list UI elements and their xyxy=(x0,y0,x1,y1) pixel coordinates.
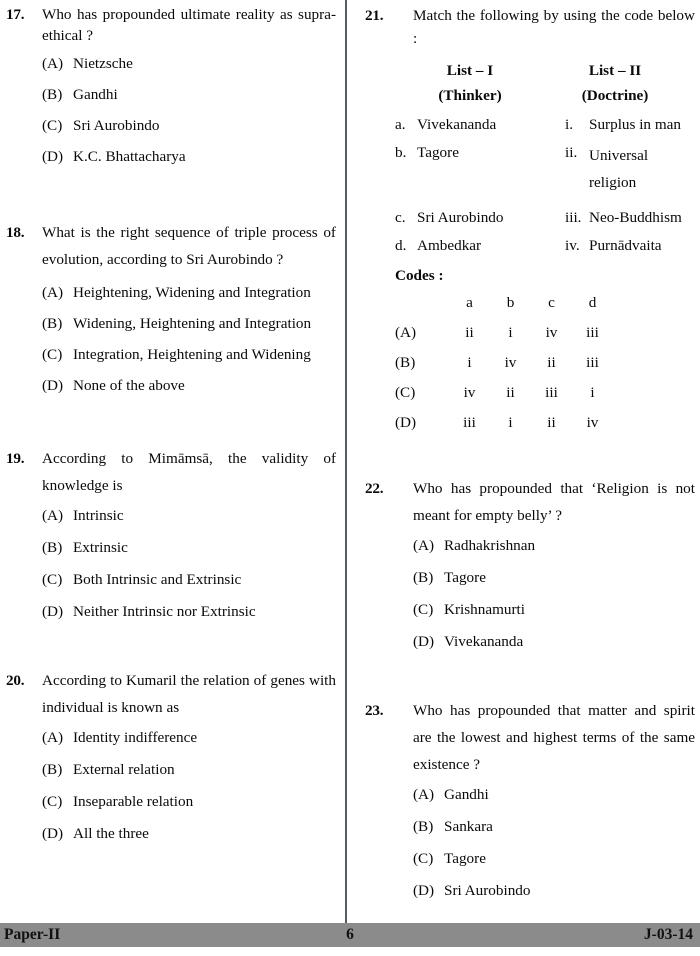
page-footer xyxy=(0,923,700,947)
match-list-subtitles xyxy=(395,84,695,107)
list1-title: List – I xyxy=(446,62,494,79)
codes-value-d: iii xyxy=(586,324,599,341)
option-c[interactable] xyxy=(413,848,695,869)
footer-paper-code: J-03-14 xyxy=(643,926,693,943)
codes-value-c: iv xyxy=(545,324,558,341)
match-thinker: Vivekananda xyxy=(417,116,497,133)
codes-option-label: (C) xyxy=(395,384,416,401)
option-text: Integration, Heightening and Widening xyxy=(73,346,311,363)
option-text: Tagore xyxy=(444,850,486,867)
option-a[interactable] xyxy=(42,53,336,74)
question-22 xyxy=(365,475,695,652)
option-text: Intrinsic xyxy=(73,507,124,524)
match-key: c. xyxy=(395,209,406,226)
codes-value-d: iii xyxy=(586,354,599,371)
option-text: Sri Aurobindo xyxy=(73,117,160,134)
option-text: Tagore xyxy=(444,569,486,586)
option-text: Gandhi xyxy=(444,786,489,803)
option-text: Heightening, Widening and Integration xyxy=(73,284,311,301)
codes-header-blank xyxy=(395,292,449,313)
option-d[interactable] xyxy=(42,372,336,399)
question-stem: Who has propounded ultimate reality as supra-ethical ? xyxy=(42,6,336,44)
option-text: K.C. Bhattacharya xyxy=(73,148,186,165)
codes-value-c: ii xyxy=(547,354,556,371)
option-label: (D) xyxy=(42,148,64,165)
match-thinker: Sri Aurobindo xyxy=(417,209,504,226)
option-a[interactable] xyxy=(42,279,336,306)
option-label: (C) xyxy=(42,117,63,134)
codes-value-b: iv xyxy=(504,354,517,371)
option-a[interactable] xyxy=(42,727,336,748)
codes-value-a: iii xyxy=(463,414,476,431)
option-label: (A) xyxy=(42,55,64,72)
codes-option-label: (B) xyxy=(395,354,416,371)
option-b[interactable] xyxy=(42,537,336,558)
match-doctrine: Neo-Buddhism xyxy=(589,209,682,226)
question-21 xyxy=(365,4,695,433)
question-number: 18. xyxy=(6,224,25,241)
right-column xyxy=(365,0,695,901)
question-stem: Match the following by using the code below : xyxy=(413,7,695,47)
codes-header-row xyxy=(395,292,695,313)
option-a[interactable] xyxy=(42,505,336,526)
codes-option-b[interactable] xyxy=(395,352,695,373)
option-list xyxy=(42,505,336,622)
option-b[interactable] xyxy=(413,567,695,588)
option-list xyxy=(42,279,336,399)
match-key: d. xyxy=(395,237,407,254)
question-number: 20. xyxy=(6,672,25,689)
match-thinker: Ambedkar xyxy=(417,237,482,254)
option-d[interactable] xyxy=(42,146,336,167)
codes-value-b: i xyxy=(508,324,513,341)
option-text: Vivekananda xyxy=(444,633,524,650)
question-number: 22. xyxy=(365,480,384,497)
list2-title: List – II xyxy=(588,62,642,79)
option-text: Radhakrishnan xyxy=(444,537,536,554)
question-number: 23. xyxy=(365,702,384,719)
option-b[interactable] xyxy=(42,310,336,337)
codes-value-a: iv xyxy=(463,384,476,401)
option-text: Extrinsic xyxy=(73,539,128,556)
match-row xyxy=(395,235,695,256)
codes-table xyxy=(395,292,695,433)
option-label: (A) xyxy=(42,284,64,301)
codes-option-c[interactable] xyxy=(395,382,695,403)
match-doctrine: Surplus in man xyxy=(589,116,681,133)
option-text: Nietzsche xyxy=(73,55,133,72)
question-20 xyxy=(6,667,336,844)
option-label: (D) xyxy=(42,377,64,394)
match-rows xyxy=(395,114,695,256)
footer-page-number: 6 xyxy=(346,926,354,943)
match-key: b. xyxy=(395,144,407,161)
codes-option-label: (A) xyxy=(395,324,417,341)
option-c[interactable] xyxy=(42,569,336,590)
match-thinker: Tagore xyxy=(417,144,459,161)
option-text: Sri Aurobindo xyxy=(444,882,531,899)
codes-option-a[interactable] xyxy=(395,322,695,343)
list1-subtitle: (Thinker) xyxy=(438,87,502,104)
option-text: Krishnamurti xyxy=(444,601,525,618)
option-label: (B) xyxy=(42,86,63,103)
option-label: (B) xyxy=(42,315,63,332)
option-label: (C) xyxy=(42,346,63,363)
match-doctrine: Purnādvaita xyxy=(589,237,662,254)
codes-value-d: i xyxy=(590,384,595,401)
question-stem: What is the right sequence of triple process of evolution, according to Sri Aurobindo ? xyxy=(42,224,336,268)
option-label: (B) xyxy=(413,569,434,586)
option-text: Both Intrinsic and Extrinsic xyxy=(73,571,242,588)
option-label: (A) xyxy=(413,537,435,554)
codes-value-c: ii xyxy=(547,414,556,431)
option-text: None of the above xyxy=(73,377,185,394)
codes-header-b: b xyxy=(506,294,515,311)
match-row xyxy=(395,207,695,228)
option-label: (D) xyxy=(42,603,64,620)
option-text: Inseparable relation xyxy=(73,793,194,810)
match-doctrine: Universal religion xyxy=(589,147,649,191)
option-label: (C) xyxy=(42,793,63,810)
option-label: (A) xyxy=(42,729,64,746)
option-label: (B) xyxy=(42,539,63,556)
question-number: 17. xyxy=(6,6,25,23)
match-roman: i. xyxy=(565,116,574,133)
match-key: a. xyxy=(395,116,406,133)
question-23 xyxy=(365,697,695,901)
question-stem: Who has propounded that ‘Religion is not meant for empty belly’ ? xyxy=(413,480,695,524)
option-c[interactable] xyxy=(42,115,336,136)
match-roman: iv. xyxy=(565,237,580,254)
option-c[interactable] xyxy=(413,599,695,620)
question-18 xyxy=(6,219,336,399)
option-label: (C) xyxy=(413,601,434,618)
question-number: 19. xyxy=(6,450,25,467)
option-d[interactable] xyxy=(413,631,695,652)
option-label: (B) xyxy=(42,761,63,778)
match-list-headers xyxy=(395,59,695,82)
option-c[interactable] xyxy=(42,341,336,368)
option-text: Identity indifference xyxy=(73,729,198,746)
option-a[interactable] xyxy=(413,535,695,556)
match-roman: ii. xyxy=(565,144,578,161)
option-list xyxy=(413,535,695,652)
codes-option-label: (D) xyxy=(395,414,417,431)
codes-header-c: c xyxy=(548,294,555,311)
option-label: (C) xyxy=(413,850,434,867)
codes-value-a: i xyxy=(467,354,472,371)
match-row xyxy=(395,142,695,196)
option-b[interactable] xyxy=(42,759,336,780)
option-label: (B) xyxy=(413,818,434,835)
option-text: Neither Intrinsic nor Extrinsic xyxy=(73,603,256,620)
left-column xyxy=(6,0,336,844)
footer-paper-label: Paper-II xyxy=(4,926,61,943)
option-b[interactable] xyxy=(413,816,695,837)
codes-value-b: i xyxy=(508,414,513,431)
match-roman: iii. xyxy=(565,209,582,226)
option-c[interactable] xyxy=(42,791,336,812)
question-number: 21. xyxy=(365,7,384,24)
option-text: Widening, Heightening and Integration xyxy=(73,315,312,332)
option-label: (A) xyxy=(413,786,435,803)
list2-subtitle: (Doctrine) xyxy=(581,87,649,104)
option-text: Sankara xyxy=(444,818,493,835)
question-stem: According to Mimāmsā, the validity of knowledge is xyxy=(42,450,336,494)
option-list xyxy=(42,727,336,844)
option-label: (C) xyxy=(42,571,63,588)
match-row xyxy=(395,114,695,135)
question-17 xyxy=(6,4,336,167)
option-text: All the three xyxy=(73,825,149,842)
codes-title: Codes : xyxy=(395,267,444,284)
option-a[interactable] xyxy=(413,784,695,805)
codes-value-a: ii xyxy=(465,324,474,341)
option-b[interactable] xyxy=(42,84,336,105)
question-19 xyxy=(6,445,336,622)
option-label: (D) xyxy=(42,825,64,842)
option-list xyxy=(42,53,336,167)
option-list xyxy=(413,784,695,901)
option-text: External relation xyxy=(73,761,175,778)
codes-value-d: iv xyxy=(586,414,599,431)
option-text: Gandhi xyxy=(73,86,118,103)
option-d[interactable] xyxy=(42,601,336,622)
codes-header-d: d xyxy=(588,294,597,311)
column-divider xyxy=(345,0,347,936)
option-label: (A) xyxy=(42,507,64,524)
question-stem: According to Kumaril the relation of genes with individual is known as xyxy=(42,672,336,716)
codes-value-b: ii xyxy=(506,384,515,401)
codes-option-d[interactable] xyxy=(395,412,695,433)
option-label: (D) xyxy=(413,882,435,899)
codes-value-c: iii xyxy=(545,384,558,401)
option-d[interactable] xyxy=(42,823,336,844)
codes-header-a: a xyxy=(466,294,473,311)
option-label: (D) xyxy=(413,633,435,650)
question-stem: Who has propounded that matter and spirit are the lowest and highest terms of the same existence ? xyxy=(413,702,695,773)
option-d[interactable] xyxy=(413,880,695,901)
